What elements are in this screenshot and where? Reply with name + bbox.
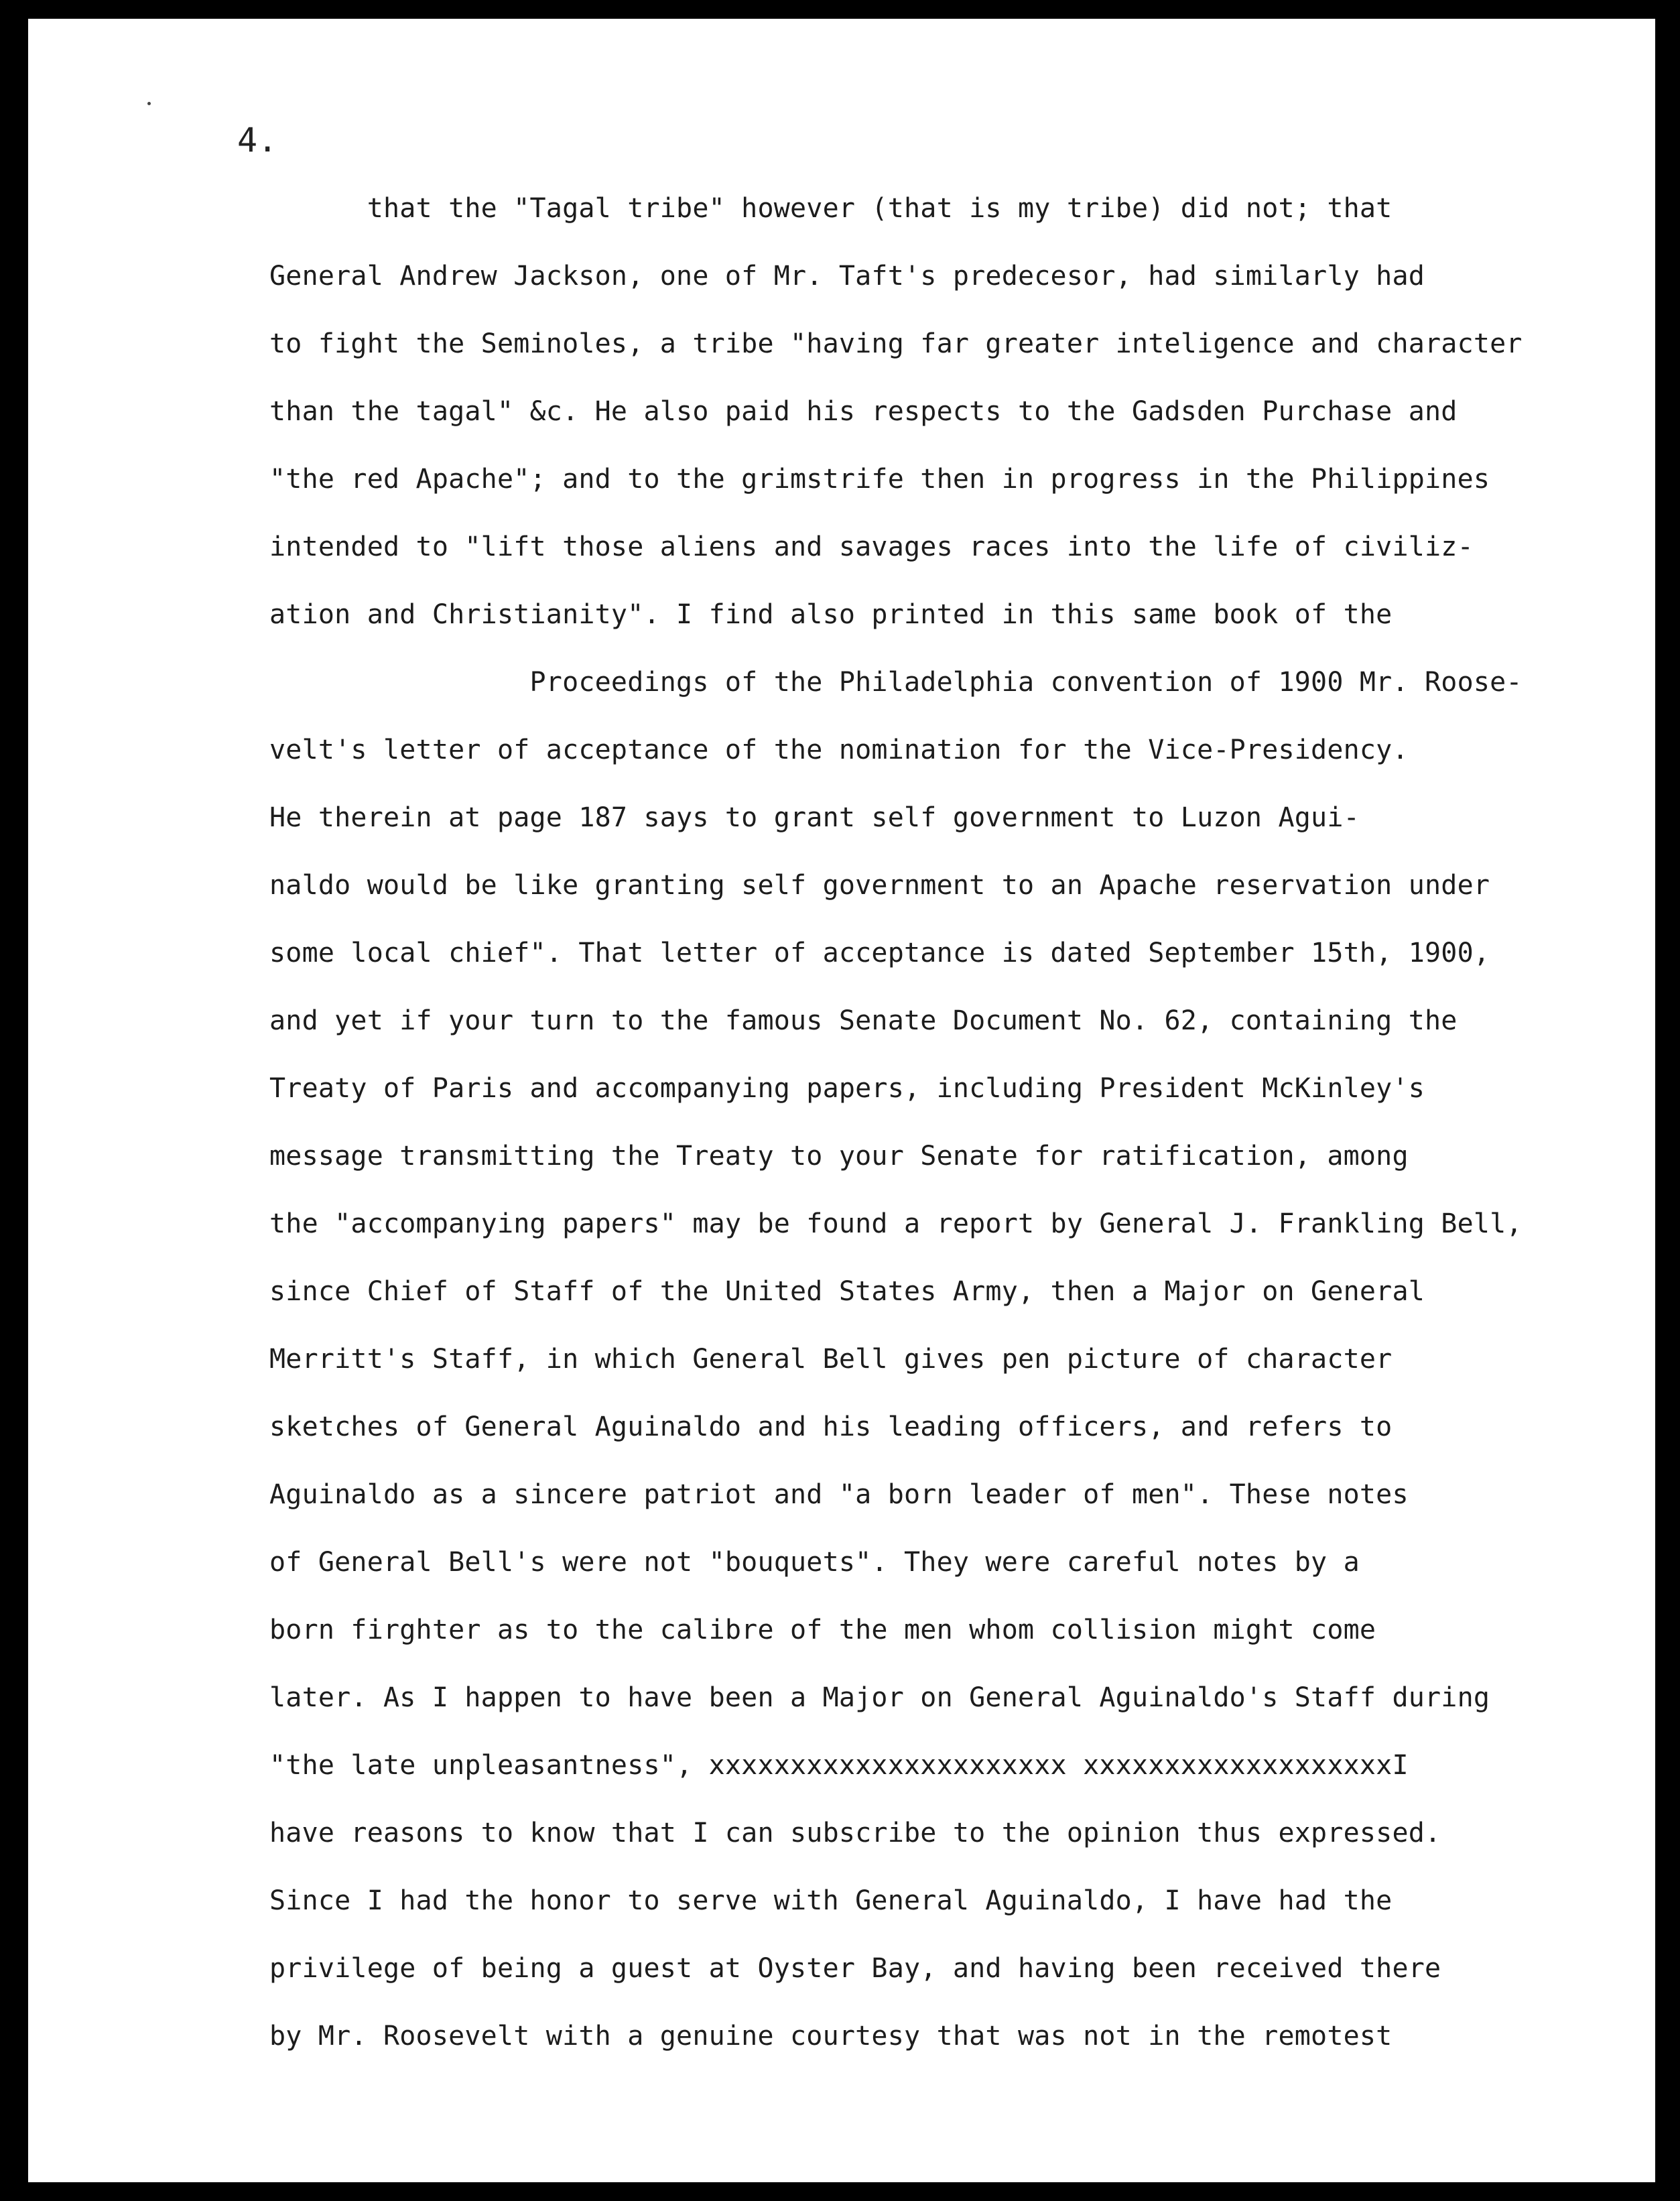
text-line: of General Bell's were not "bouquets". They were careful notes by a (269, 1547, 1360, 1578)
text-line: intended to "lift those aliens and savages races into the life of civiliz- (269, 531, 1474, 562)
text-line: General Andrew Jackson, one of Mr. Taft's predecesor, had similarly had (269, 261, 1425, 292)
text-line: have reasons to know that I can subscribe to the opinion thus expressed. (269, 1818, 1441, 1848)
text-line: later. As I happen to have been a Major on General Aguinaldo's Staff during (269, 1682, 1490, 1713)
text-line: Treaty of Paris and accompanying papers, including President McKinley's (269, 1073, 1425, 1104)
text-line: to fight the Seminoles, a tribe "having far greater inteligence and character (269, 328, 1523, 359)
text-line: "the late unpleasantness", xxxxxxxxxxxxxxxxxxxxxx xxxxxxxxxxxxxxxxxxxI (269, 1750, 1409, 1781)
text-line: since Chief of Staff of the United States Army, then a Major on General (269, 1276, 1425, 1307)
text-line: Aguinaldo as a sincere patriot and "a born leader of men". These notes (269, 1479, 1409, 1510)
text-line: "the red Apache"; and to the grimstrife then in progress in the Philippines (269, 464, 1490, 495)
text-line: by Mr. Roosevelt with a genuine courtesy that was not in the remotest (269, 2021, 1393, 2052)
text-line: than the tagal" &c. He also paid his respects to the Gadsden Purchase and (269, 396, 1458, 427)
text-line: and yet if your turn to the famous Senate Document No. 62, containing the (269, 1005, 1458, 1036)
document-page (28, 19, 1655, 2182)
text-line: ation and Christianity". I find also printed in this same book of the (269, 599, 1393, 630)
text-line: Merritt's Staff, in which General Bell gives pen picture of character (269, 1344, 1393, 1375)
text-line: message transmitting the Treaty to your Senate for ratification, among (269, 1141, 1409, 1172)
text-line: privilege of being a guest at Oyster Bay, and having been received there (269, 1953, 1441, 1984)
text-line: Since I had the honor to serve with General Aguinaldo, I have had the (269, 1885, 1393, 1916)
text-line: Proceedings of the Philadelphia convention of 1900 Mr. Roose- (269, 667, 1523, 698)
margin-speck (147, 102, 151, 105)
text-line: He therein at page 187 says to grant self government to Luzon Agui- (269, 802, 1360, 833)
text-line: naldo would be like granting self government to an Apache reservation under (269, 870, 1490, 901)
page-number: 4. (237, 121, 278, 160)
text-line: that the "Tagal tribe" however (that is my tribe) did not; that (269, 193, 1393, 224)
text-line: velt's letter of acceptance of the nomination for the Vice-Presidency. (269, 735, 1409, 765)
text-line: sketches of General Aguinaldo and his leading officers, and refers to (269, 1411, 1393, 1442)
text-line: born firghter as to the calibre of the men whom collision might come (269, 1615, 1376, 1645)
text-line: some local chief". That letter of acceptance is dated September 15th, 1900, (269, 938, 1490, 968)
text-line: the "accompanying papers" may be found a report by General J. Frankling Bell, (269, 1208, 1523, 1239)
